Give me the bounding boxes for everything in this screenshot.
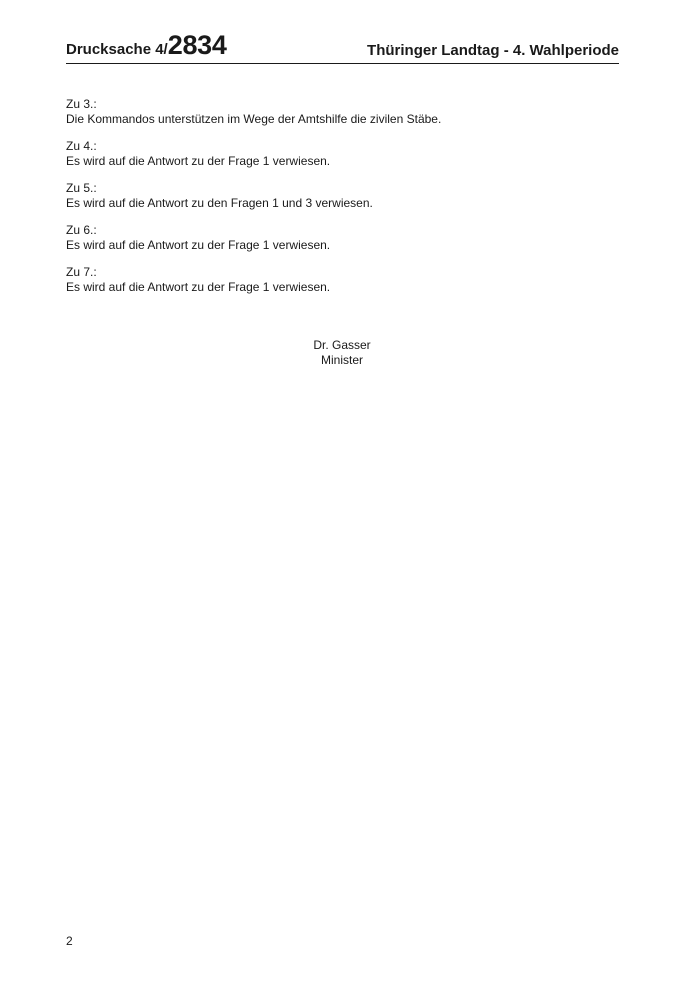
page-header: [66, 30, 619, 64]
document-number: 2834: [167, 30, 227, 60]
answer-section: [66, 139, 606, 169]
section-heading: Zu 4.:: [66, 139, 97, 153]
section-text: Die Kommandos unterstützen im Wege der Amtshilfe die zivilen Stäbe.: [66, 112, 442, 126]
signatory-title: Minister: [320, 353, 363, 367]
answer-body: [66, 97, 606, 307]
parliament-name: Thüringer Landtag - 4. Wahlperiode: [367, 42, 619, 59]
section-text: Es wird auf die Antwort zu der Frage 1 verwiesen.: [66, 154, 331, 168]
document-prefix: Drucksache 4/: [66, 41, 168, 58]
section-text: Es wird auf die Antwort zu den Fragen 1 und 3 verwiesen.: [66, 196, 373, 210]
answer-section: [66, 97, 606, 127]
section-text: Es wird auf die Antwort zu der Frage 1 verwiesen.: [66, 238, 331, 252]
section-heading: Zu 5.:: [66, 181, 97, 195]
page-number: 2: [66, 934, 73, 948]
answer-section: [66, 265, 606, 295]
signatory-name: Dr. Gasser: [313, 338, 371, 352]
section-text: Es wird auf die Antwort zu der Frage 1 verwiesen.: [66, 280, 331, 294]
section-heading: Zu 7.:: [66, 265, 97, 279]
signature-block: [242, 338, 442, 368]
answer-section: [66, 223, 606, 253]
document-reference: [66, 32, 227, 59]
answer-section: [66, 181, 606, 211]
section-heading: Zu 6.:: [66, 223, 97, 237]
section-heading: Zu 3.:: [66, 97, 97, 111]
